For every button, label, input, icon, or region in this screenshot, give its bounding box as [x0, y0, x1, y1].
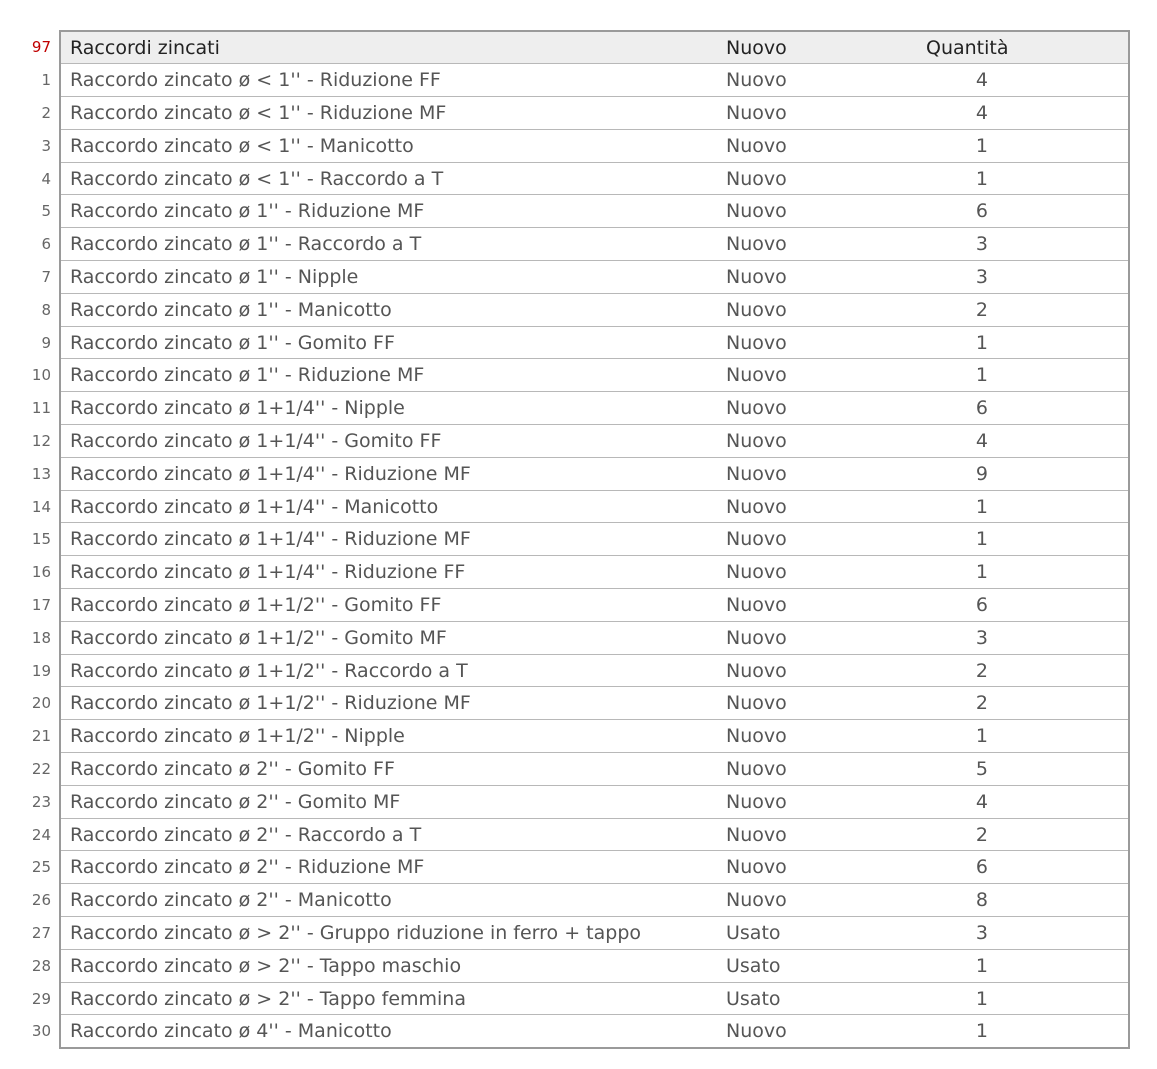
row-number: 30 [31, 1022, 51, 1041]
table-row [0, 687, 1129, 720]
table-row [0, 556, 1129, 589]
row-description: Raccordo zincato ø < 1'' - Manicotto [60, 129, 717, 162]
row-quantity: 4 [867, 97, 1129, 130]
row-description: Raccordo zincato ø 1'' - Gomito FF [60, 326, 717, 359]
row-description: Raccordo zincato ø 2'' - Gomito MF [60, 785, 717, 818]
row-condition: Nuovo [717, 490, 867, 523]
row-number: 21 [31, 727, 51, 746]
table-header-row [0, 31, 1129, 64]
row-description: Raccordo zincato ø > 2'' - Tappo femmina [60, 982, 717, 1015]
table-row [0, 523, 1129, 556]
row-description: Raccordo zincato ø 1+1/2'' - Riduzione MF [60, 687, 717, 720]
row-number: 10 [31, 366, 51, 385]
table-row [0, 753, 1129, 786]
row-quantity: 8 [867, 884, 1129, 917]
inventory-table [0, 30, 1130, 1049]
table-row [0, 162, 1129, 195]
row-description: Raccordo zincato ø 1'' - Manicotto [60, 293, 717, 326]
table-row [0, 621, 1129, 654]
row-quantity: 3 [867, 917, 1129, 950]
row-description: Raccordo zincato ø > 2'' - Tappo maschio [60, 949, 717, 982]
table-row [0, 589, 1129, 622]
row-quantity: 4 [867, 425, 1129, 458]
row-description: Raccordo zincato ø 2'' - Raccordo a T [60, 818, 717, 851]
row-description: Raccordo zincato ø 1+1/4'' - Riduzione MF [60, 457, 717, 490]
table-row [0, 129, 1129, 162]
row-description: Raccordo zincato ø < 1'' - Riduzione MF [60, 97, 717, 130]
row-quantity: 1 [867, 982, 1129, 1015]
row-condition: Nuovo [717, 884, 867, 917]
row-description: Raccordo zincato ø 4'' - Manicotto [60, 1015, 717, 1048]
row-number: 2 [41, 103, 51, 122]
row-condition: Nuovo [717, 129, 867, 162]
row-number: 20 [31, 694, 51, 713]
row-condition: Nuovo [717, 720, 867, 753]
row-condition: Nuovo [717, 228, 867, 261]
table-row [0, 64, 1129, 97]
row-number: 8 [41, 300, 51, 319]
row-quantity: 2 [867, 687, 1129, 720]
row-condition: Nuovo [717, 97, 867, 130]
row-description: Raccordo zincato ø > 2'' - Gruppo riduzione in ferro + tappo [60, 917, 717, 950]
row-quantity: 6 [867, 392, 1129, 425]
header-quantity: Quantità [867, 31, 1129, 64]
row-description: Raccordo zincato ø 1'' - Riduzione MF [60, 195, 717, 228]
table-row [0, 917, 1129, 950]
table-row [0, 457, 1129, 490]
row-number: 16 [31, 563, 51, 582]
table-row [0, 654, 1129, 687]
row-condition: Nuovo [717, 457, 867, 490]
row-description: Raccordo zincato ø < 1'' - Raccordo a T [60, 162, 717, 195]
row-description: Raccordo zincato ø 1+1/4'' - Gomito FF [60, 425, 717, 458]
table-row [0, 326, 1129, 359]
row-quantity: 1 [867, 490, 1129, 523]
row-number: 4 [41, 169, 51, 188]
row-description: Raccordo zincato ø 1'' - Raccordo a T [60, 228, 717, 261]
row-condition: Nuovo [717, 621, 867, 654]
row-quantity: 1 [867, 949, 1129, 982]
row-condition: Usato [717, 982, 867, 1015]
row-condition: Nuovo [717, 64, 867, 97]
row-condition: Nuovo [717, 326, 867, 359]
row-number: 12 [31, 431, 51, 450]
row-quantity: 2 [867, 818, 1129, 851]
table-row [0, 851, 1129, 884]
row-quantity: 1 [867, 720, 1129, 753]
row-condition: Nuovo [717, 589, 867, 622]
row-quantity: 1 [867, 523, 1129, 556]
row-condition: Nuovo [717, 851, 867, 884]
table-row [0, 392, 1129, 425]
row-condition: Nuovo [717, 556, 867, 589]
row-quantity: 1 [867, 129, 1129, 162]
row-number: 14 [31, 497, 51, 516]
row-condition: Nuovo [717, 359, 867, 392]
row-number: 27 [31, 923, 51, 942]
row-condition: Nuovo [717, 523, 867, 556]
row-description: Raccordo zincato ø 1'' - Riduzione MF [60, 359, 717, 392]
table-row [0, 490, 1129, 523]
row-condition: Nuovo [717, 753, 867, 786]
row-condition: Nuovo [717, 195, 867, 228]
row-quantity: 1 [867, 556, 1129, 589]
row-quantity: 6 [867, 589, 1129, 622]
row-number: 24 [31, 825, 51, 844]
row-number: 7 [41, 267, 51, 286]
header-condition: Nuovo [717, 31, 867, 64]
header-description: Raccordi zincati [60, 31, 717, 64]
row-condition: Nuovo [717, 162, 867, 195]
row-number: 6 [41, 235, 51, 254]
row-number: 17 [31, 595, 51, 614]
table-row [0, 97, 1129, 130]
row-description: Raccordo zincato ø 1+1/2'' - Gomito MF [60, 621, 717, 654]
table-row [0, 720, 1129, 753]
row-quantity: 2 [867, 293, 1129, 326]
inventory-table-container [0, 30, 1130, 1049]
row-condition: Nuovo [717, 687, 867, 720]
row-quantity: 3 [867, 261, 1129, 294]
row-condition: Usato [717, 949, 867, 982]
row-number: 15 [31, 530, 51, 549]
row-quantity: 1 [867, 359, 1129, 392]
row-quantity: 2 [867, 654, 1129, 687]
row-description: Raccordo zincato ø 1+1/4'' - Manicotto [60, 490, 717, 523]
row-number: 28 [31, 956, 51, 975]
row-number: 26 [31, 891, 51, 910]
row-condition: Nuovo [717, 293, 867, 326]
row-description: Raccordo zincato ø 2'' - Riduzione MF [60, 851, 717, 884]
row-number: 11 [31, 399, 51, 418]
table-row [0, 228, 1129, 261]
table-row [0, 818, 1129, 851]
inventory-table-body [0, 31, 1129, 1048]
table-row [0, 785, 1129, 818]
row-number: 23 [31, 792, 51, 811]
row-description: Raccordo zincato ø 2'' - Manicotto [60, 884, 717, 917]
row-condition: Nuovo [717, 425, 867, 458]
row-number: 3 [41, 136, 51, 155]
row-description: Raccordo zincato ø 2'' - Gomito FF [60, 753, 717, 786]
table-row [0, 425, 1129, 458]
table-row [0, 195, 1129, 228]
row-description: Raccordo zincato ø 1+1/4'' - Nipple [60, 392, 717, 425]
table-row [0, 261, 1129, 294]
row-quantity: 3 [867, 621, 1129, 654]
row-condition: Usato [717, 917, 867, 950]
row-quantity: 1 [867, 162, 1129, 195]
table-row [0, 293, 1129, 326]
row-condition: Nuovo [717, 261, 867, 294]
row-condition: Nuovo [717, 654, 867, 687]
row-number: 29 [31, 989, 51, 1008]
row-description: Raccordo zincato ø 1+1/4'' - Riduzione FF [60, 556, 717, 589]
row-description: Raccordo zincato ø 1+1/4'' - Riduzione MF [60, 523, 717, 556]
row-number: 13 [31, 464, 51, 483]
row-quantity: 3 [867, 228, 1129, 261]
table-row [0, 1015, 1129, 1048]
row-number: 1 [41, 71, 51, 90]
row-number: 18 [31, 628, 51, 647]
table-row [0, 982, 1129, 1015]
row-description: Raccordo zincato ø 1'' - Nipple [60, 261, 717, 294]
row-number: 5 [41, 202, 51, 221]
row-quantity: 4 [867, 64, 1129, 97]
table-row [0, 359, 1129, 392]
row-number: 9 [41, 333, 51, 352]
row-condition: Nuovo [717, 392, 867, 425]
row-condition: Nuovo [717, 1015, 867, 1048]
row-description: Raccordo zincato ø < 1'' - Riduzione FF [60, 64, 717, 97]
row-quantity: 6 [867, 851, 1129, 884]
row-quantity: 9 [867, 457, 1129, 490]
row-quantity: 1 [867, 1015, 1129, 1048]
row-description: Raccordo zincato ø 1+1/2'' - Nipple [60, 720, 717, 753]
table-row [0, 884, 1129, 917]
row-description: Raccordo zincato ø 1+1/2'' - Gomito FF [60, 589, 717, 622]
row-quantity: 6 [867, 195, 1129, 228]
row-number: 19 [31, 661, 51, 680]
row-description: Raccordo zincato ø 1+1/2'' - Raccordo a T [60, 654, 717, 687]
row-condition: Nuovo [717, 818, 867, 851]
row-number: 22 [31, 759, 51, 778]
table-row [0, 949, 1129, 982]
header-row-number: 97 [31, 38, 51, 57]
row-quantity: 5 [867, 753, 1129, 786]
row-quantity: 1 [867, 326, 1129, 359]
row-condition: Nuovo [717, 785, 867, 818]
row-number: 25 [31, 858, 51, 877]
row-quantity: 4 [867, 785, 1129, 818]
